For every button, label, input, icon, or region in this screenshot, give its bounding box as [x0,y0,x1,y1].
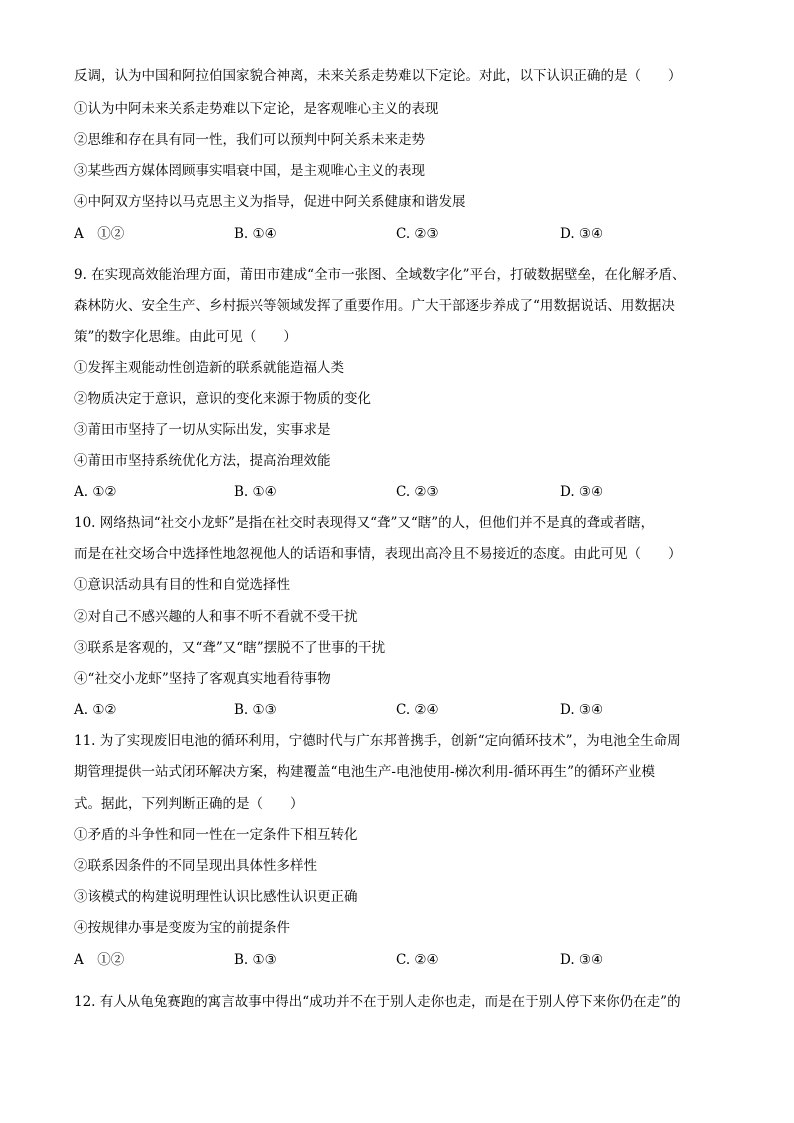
q10-stem-line-1: 10. 网络热词“社交小龙虾”是指在社交时表现得又“聋”又“瞎”的人，但他们并不是真的聋或者瞎， [74,515,655,531]
q11-option-c: C. ②④ [396,952,439,968]
q9-options [74,483,734,501]
q11-option-b: B. ①③ [234,952,277,968]
q9-stem-line-3: 策”的数字化思维。由此可见（ ） [74,329,297,345]
q9-option-a: A. ①② [74,484,117,500]
q9-item-2: ②物质决定于意识，意识的变化来源于物质的变化 [74,391,371,407]
q11-item-3: ③该模式的构建说明理性认识比感性认识更正确 [74,889,358,905]
q8-options [74,225,734,243]
q9-stem-line-1: 9. 在实现高效能治理方面，莆田市建成“全市一张图、全域数字化”平台，打破数据壁垒，在化解矛盾、 [74,267,686,283]
q10-option-b: B. ①③ [234,702,277,718]
q9-item-1: ①发挥主观能动性创造新的联系就能造福人类 [74,360,344,376]
q11-item-1: ①矛盾的斗争性和同一性在一定条件下相互转化 [74,827,358,843]
q8-item-2: ②思维和存在具有同一性，我们可以预判中阿关系未来走势 [74,132,425,148]
q9-stem-line-2: 森林防火、安全生产、乡村振兴等领域发挥了重要作用。广大干部逐步养成了“用数据说话、用数据决 [74,298,675,314]
q10-option-c: C. ②④ [396,702,439,718]
q12-stem-head: 12. 有人从龟兔赛跑的寓言故事中得出“成功并不在于别人走你也走，而是在于别人停下来你仍在走”的 [74,994,681,1010]
q8-item-4: ④中阿双方坚持以马克思主义为指导，促进中阿关系健康和谐发展 [74,194,466,210]
q10-item-2: ②对自己不感兴趣的人和事不听不看就不受干扰 [74,609,358,625]
q11-stem-line-3: 式。据此，下列判断正确的是（ ） [74,796,304,812]
q11-stem-line-2: 期管理提供一站式闭环解决方案，构建覆盖“电池生产-电池使用-梯次利用-循环再生”的循环产业模 [74,764,655,780]
q11-option-a: A ①② [74,952,125,968]
q10-option-a: A. ①② [74,702,117,718]
q8-option-d: D. ③④ [560,226,604,242]
q9-option-b: B. ①④ [234,484,277,500]
q11-options [74,951,734,969]
q11-option-d: D. ③④ [560,952,604,968]
q10-item-3: ③联系是客观的，又“聋”又“瞎”摆脱不了世事的干扰 [74,640,386,656]
q11-item-4: ④按规律办事是变废为宝的前提条件 [74,920,290,936]
q8-stem-tail: 反调，认为中国和阿拉伯国家貌合神离，未来关系走势难以下定论。对此，以下认识正确的是（ ） [74,68,682,84]
q8-option-c: C. ②③ [396,226,439,242]
q10-item-1: ①意识活动具有目的性和自觉选择性 [74,577,290,593]
q11-stem-line-1: 11. 为了实现废旧电池的循环利用，宁德时代与广东邦普携手，创新“定向循环技术”，为电池全生命周 [74,733,681,749]
q11-item-2: ②联系因条件的不同呈现出具体性多样性 [74,858,317,874]
q9-option-d: D. ③④ [560,484,604,500]
q10-options [74,701,734,719]
q8-option-a: A ①② [74,226,125,242]
q9-item-3: ③莆田市坚持了一切从实际出发，实事求是 [74,422,331,438]
q10-item-4: ④“社交小龙虾”坚持了客观真实地看待事物 [74,671,331,687]
q8-item-1: ①认为中阿未来关系走势难以下定论，是客观唯心主义的表现 [74,101,439,117]
q9-option-c: C. ②③ [396,484,439,500]
q8-item-3: ③某些西方媒体罔顾事实唱衰中国，是主观唯心主义的表现 [74,163,425,179]
q9-item-4: ④莆田市坚持系统优化方法，提高治理效能 [74,453,331,469]
q8-option-b: B. ①④ [234,226,277,242]
q10-stem-line-2: 而是在社交场合中选择性地忽视他人的话语和事情，表现出高冷且不易接近的态度。由此可见（ ） [74,546,682,562]
q10-option-d: D. ③④ [560,702,604,718]
